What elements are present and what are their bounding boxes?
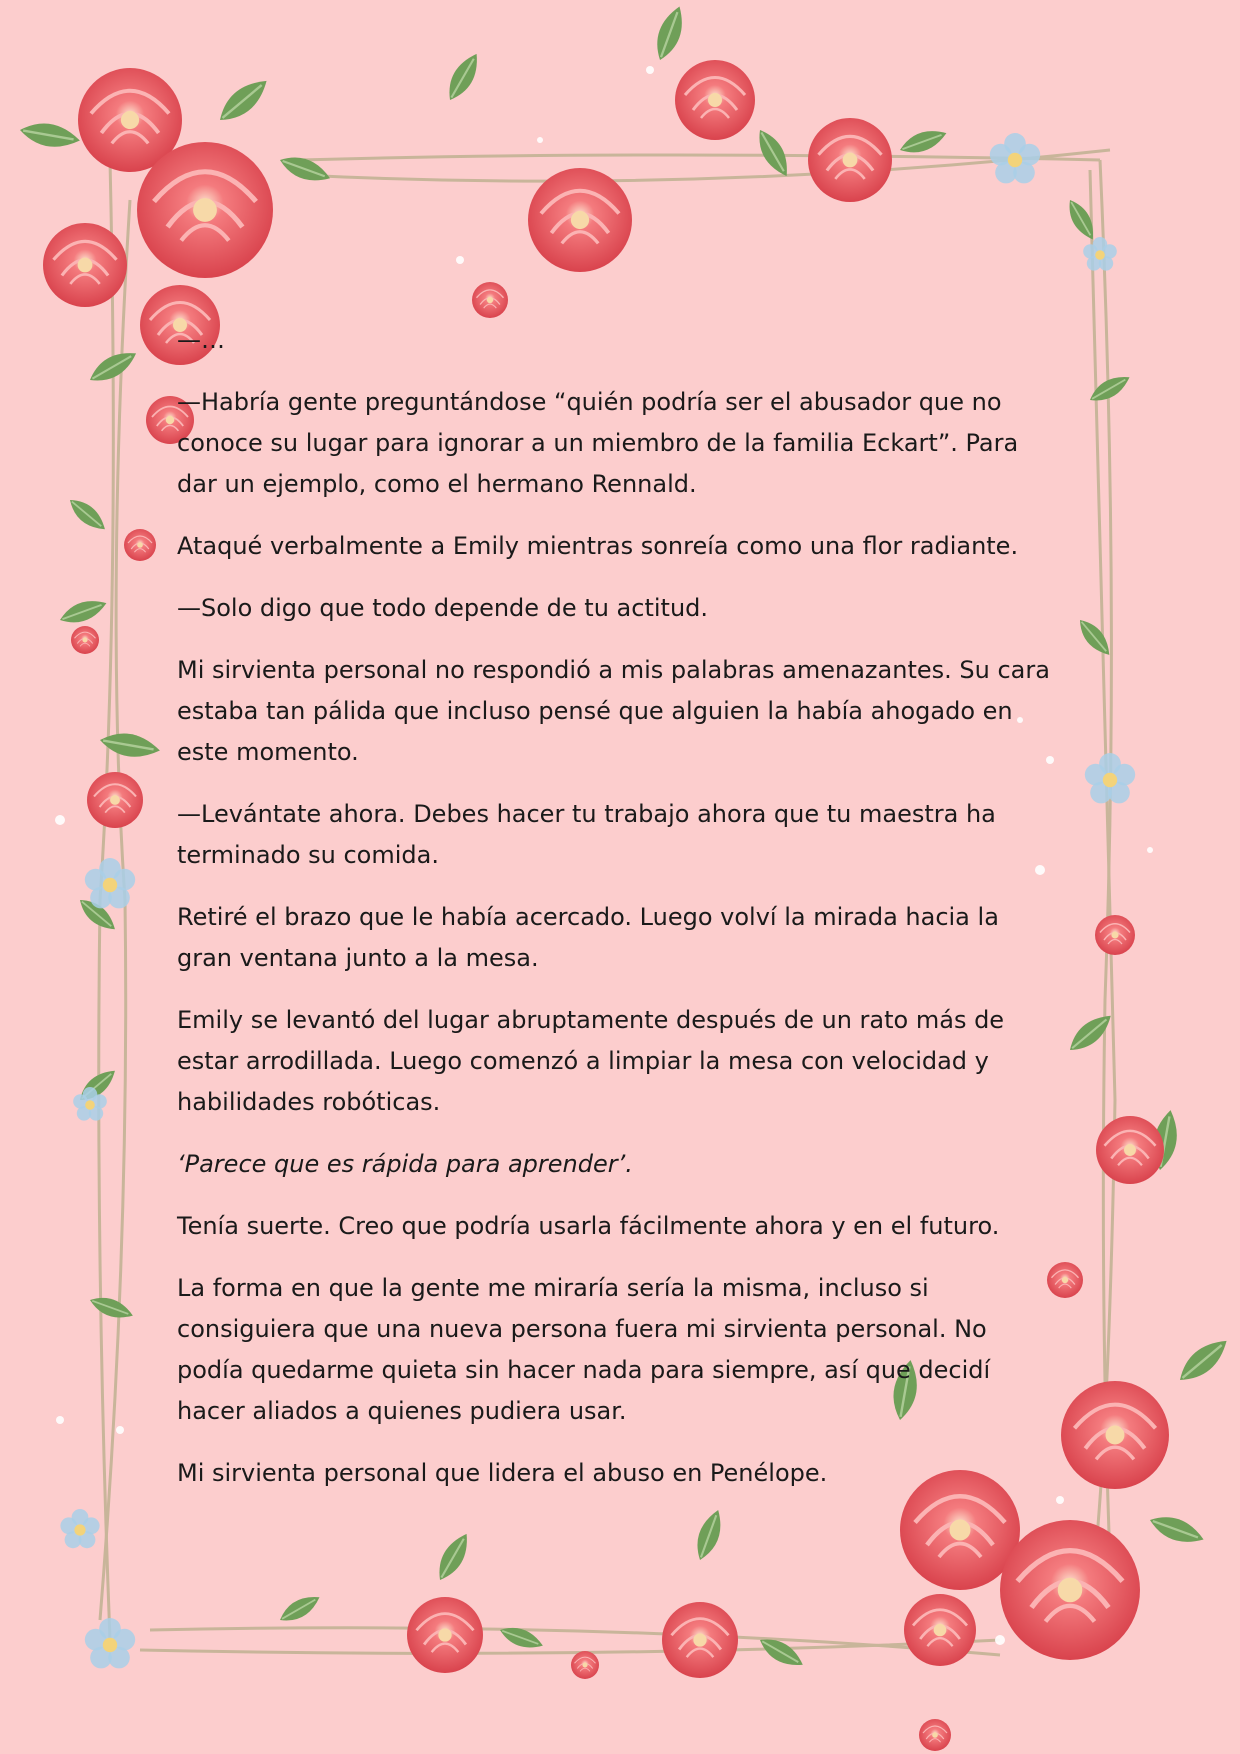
paragraph-italic-thought: ‘Parece que es rápida para aprender’. bbox=[177, 1150, 633, 1178]
paragraph: Tenía suerte. Creo que podría usarla fácilmente ahora y en el futuro. bbox=[177, 1212, 1000, 1240]
paragraph: —Solo digo que todo depende de tu actitud. bbox=[177, 594, 709, 622]
paragraph: —… bbox=[177, 326, 225, 354]
document-body bbox=[177, 320, 1057, 1515]
paragraph: Mi sirvienta personal no respondió a mis palabras amenazantes. Su cara estaba tan pálida que incluso pensé que alguien la había ahogado en este momento. bbox=[177, 656, 1050, 766]
paragraph: —Levántate ahora. Debes hacer tu trabajo ahora que tu maestra ha terminado su comida. bbox=[177, 800, 996, 869]
paragraph: Mi sirvienta personal que lidera el abuso en Penélope. bbox=[177, 1459, 828, 1487]
paragraph: —Habría gente preguntándose “quién podría ser el abusador que no conoce su lugar para ignorar a un miembro de la familia Eckart”. Para dar un ejemplo, como el hermano Rennald. bbox=[177, 388, 1019, 498]
paragraph: Ataqué verbalmente a Emily mientras sonreía como una flor radiante. bbox=[177, 532, 1019, 560]
paragraph: La forma en que la gente me miraría sería la misma, incluso si consiguiera que una nueva persona fuera mi sirvienta personal. No podía quedarme quieta sin hacer nada para siempre, así que decidí hacer aliados a quienes pudiera usar. bbox=[177, 1274, 991, 1425]
paragraph: Emily se levantó del lugar abruptamente después de un rato más de estar arrodillada. Luego comenzó a limpiar la mesa con velocidad y habilidades robóticas. bbox=[177, 1006, 1005, 1116]
paragraph: Retiré el brazo que le había acercado. Luego volví la mirada hacia la gran ventana junto a la mesa. bbox=[177, 903, 999, 972]
